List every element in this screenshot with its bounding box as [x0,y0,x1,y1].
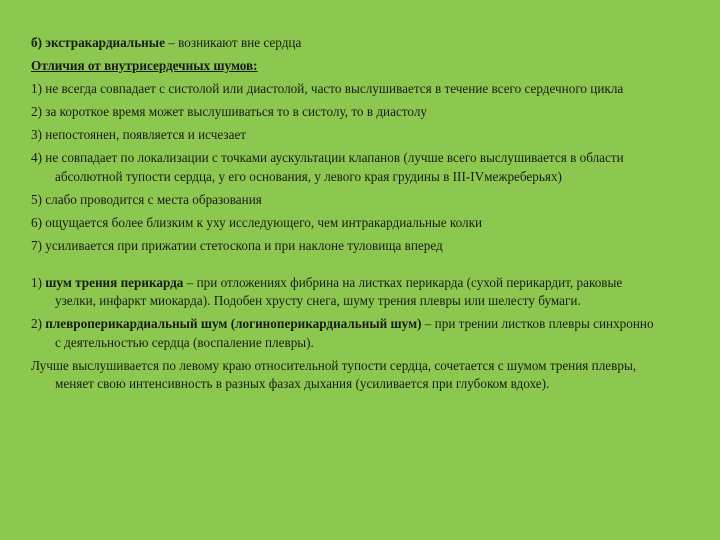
difference-item-4: 4) не совпадает по локализации с точками аускультации клапанов (лучше всего выслушивается в области абсолютной тупости сердца, у его основания, у левого края грудины в III-IVмежреберьях) [31,150,624,184]
closing-paragraph: Лучше выслушивается по левому краю относительной тупости сердца, сочетается с шумом трения плевры, меняет свою интенсивность в разных фазах дыхания (усиливается при глубоком вдохе). [31,357,637,391]
slide-content [31,34,661,398]
difference-item-7: 7) усиливается при прижатии стетоскопа и при наклоне туловища вперед [31,237,443,253]
type-term-2: плевроперикардиальный шум (логиноперикардиальный шум) [45,316,422,331]
difference-item-5: 5) слабо проводится с места образования [31,191,262,207]
difference-item-3: 3) непостоянен, появляется и исчезает [31,127,247,142]
differences-heading: Отличия от внутрисердечных шумов: [31,58,258,73]
type-item-1: 1) шум трения перикарда – при отложениях фибрина на листках перикарда (сухой перикардит, раковые узелки, инфаркт миокарда). Подобен хрусту снега, шуму трения плевры или шелесту бумаги. [31,274,623,308]
intro-title: б) экстракардиальные [31,35,165,50]
intro-rest: – возникают вне сердца [164,35,302,50]
difference-item-2: 2) за короткое время может выслушиваться то в систолу, то в диастолу [31,104,428,119]
section-gap [31,260,661,274]
type-term-1: шум трения перикарда [45,274,184,290]
intro-line [31,34,661,53]
type-item-2: 2) плевроперикардиальный шум (логиноперикардиальный шум) – при трении листков плевры синхронно с деятельностью сердца (воспаление плевры). [31,316,654,350]
difference-item-1: 1) не всегда совпадает с систолой или диастолой, часто выслушивается в течение всего сердечного цикла [31,81,624,96]
difference-item-6: 6) ощущается более близким к уху исследующего, чем интракардиальные колки [31,214,483,230]
